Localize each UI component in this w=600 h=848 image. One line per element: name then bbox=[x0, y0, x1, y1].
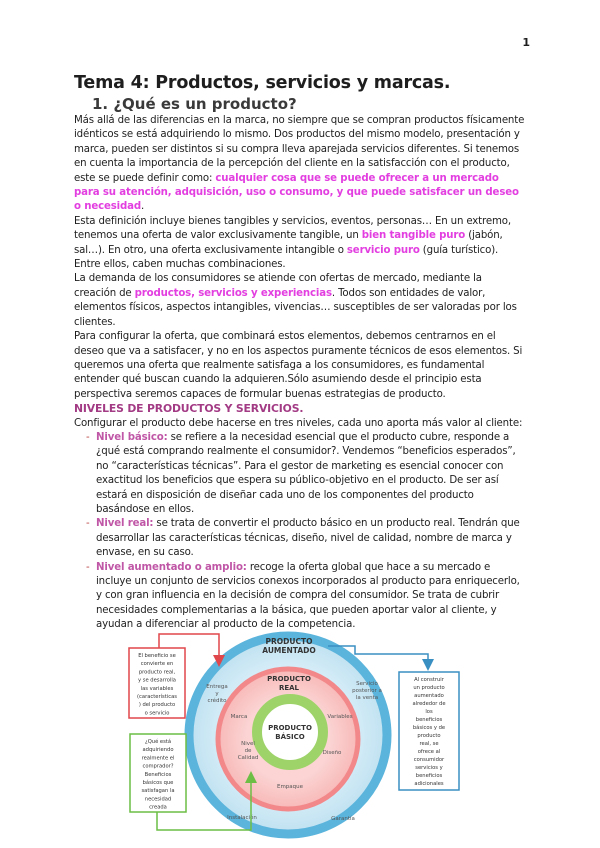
level-term: Nivel real: bbox=[96, 518, 154, 530]
middle-title-2: REAL bbox=[278, 684, 300, 692]
inner-title-1: PRODUCTO bbox=[268, 724, 312, 732]
label-instalacion: Instalación bbox=[227, 815, 257, 821]
label-nivel-de: de bbox=[244, 748, 252, 754]
box_right-line: básicos y de bbox=[412, 725, 446, 731]
highlight-servicio-puro: servicio puro bbox=[346, 244, 420, 256]
highlight-bien-tangible: bien tangible puro bbox=[361, 230, 466, 242]
label-variables: Variables bbox=[327, 714, 353, 720]
box_right-line: beneficios bbox=[415, 717, 443, 723]
inner-circle-basic bbox=[257, 699, 323, 765]
bullet-dash: - bbox=[86, 518, 90, 530]
box_left_bottom-line: adquiriendo bbox=[142, 747, 174, 754]
box-left-bottom-text bbox=[141, 738, 174, 811]
label-empaque: Empaque bbox=[276, 784, 304, 790]
outer-title-1: PRODUCTO bbox=[265, 637, 313, 646]
box_left_bottom-line: comprador? bbox=[142, 763, 174, 770]
label-venta: la venta bbox=[355, 695, 379, 701]
label-credito: crédito bbox=[207, 698, 227, 704]
box_left_bottom-line: satisfagan la bbox=[141, 788, 175, 795]
text-run: . bbox=[141, 201, 145, 213]
label-servicio: Servicio bbox=[356, 681, 378, 687]
box_left_top-line: producto real, bbox=[138, 669, 176, 676]
box_left_bottom-line: necesidad bbox=[144, 796, 172, 803]
box_left_top-line: convierte en bbox=[140, 661, 174, 668]
level-text: se trata de convertir el producto básico en un producto real. Tendrán que desarrollar las características técnicas, diseño, nivel de calidad, nombre de marca y envase, en su caso. bbox=[96, 518, 520, 559]
box_right-line: beneficios bbox=[415, 773, 443, 779]
outer-title-2: AUMENTADO bbox=[262, 646, 316, 655]
box_left_bottom-line: Beneficios bbox=[144, 771, 172, 778]
document-body bbox=[74, 114, 526, 633]
level-term: Nivel aumentado o amplio: bbox=[96, 561, 247, 573]
label-posterior: posterior a bbox=[352, 688, 382, 694]
bullet-dash: - bbox=[86, 431, 90, 443]
paragraph-definition bbox=[74, 114, 526, 215]
box_left_top-line: El beneficio se bbox=[138, 653, 176, 659]
paragraph-tangible bbox=[74, 215, 526, 273]
box_right-line: producto bbox=[417, 733, 441, 739]
label-nivel: Nivel bbox=[241, 741, 255, 747]
inner-title-2: BÁSICO bbox=[275, 733, 305, 741]
box_left_top-line: (características bbox=[137, 694, 177, 700]
section-heading: NIVELES DE PRODUCTOS Y SERVICIOS. bbox=[74, 402, 304, 416]
box_right-line: Al construir bbox=[414, 677, 444, 683]
box_left_bottom-line: creada bbox=[149, 804, 167, 811]
box_left_top-line: las variables bbox=[140, 685, 174, 692]
label-entrega-y: y bbox=[215, 691, 219, 697]
text-run: Más allá de las diferencias en la marca, no siempre que se compran productos físicamente idénticos se está adquiriendo lo mismo. Dos productos del mismo modelo, presentación y marca, pueden ser distintos si su compra lleva aparejada servicios diferentes. Si tenemos en cuenta la importancia de la percepción del cliente en la satisfacción con el producto, este se puede definir como: bbox=[74, 115, 525, 184]
box_right-line: consumidor bbox=[413, 757, 445, 763]
box_left_bottom-line: ¿Qué está bbox=[144, 739, 172, 745]
level-text: recoge la oferta global que hace a su mercado e incluye un conjunto de servicios conexos incorporados al producto para enriquecerlo, y con gran influencia en la decisión de compra del consumidor. Se trata de cubrir necesidades complementarias a la básica, que pueden aportar valor al cliente, y ayudan a diferenciar al producto de la competencia. bbox=[96, 561, 520, 631]
text-run: La demanda de los consumidores se atiende con ofertas de mercado, mediante la creación de bbox=[74, 273, 482, 299]
box_left_top-line: ) del producto bbox=[138, 702, 176, 709]
section-subtitle: 1. ¿Qué es un producto? bbox=[92, 95, 297, 113]
box_right-line: un producto bbox=[413, 685, 445, 691]
text-run: (jabón, sal…). En otro, una oferta exclusivamente intangible o bbox=[74, 230, 503, 256]
label-entrega: Entrega bbox=[206, 684, 228, 690]
box_right-line: ofrece al bbox=[417, 749, 441, 755]
level-item-basico bbox=[74, 431, 526, 517]
paragraph-oferta: Para configurar la oferta, que combinará estos elementos, debemos centrarnos en el deseo que va a satisfacer, y no en los aspectos puramente técnicos de esos elementos. Si queremos una oferta que realmente satisfaga a los consumidores, es fundamental entender qué buscan cuando la adquieren.Sólo asumiendo desde el principio esta perspectiva seremos capaces de formular buenas estrategias de producto. bbox=[74, 331, 523, 400]
label-calidad: Calidad bbox=[237, 755, 259, 761]
box_right-line: servicios y bbox=[415, 765, 443, 771]
level-text: se refiere a la necesidad esencial que el producto cubre, responde a ¿qué está comprando realmente el consumidor?. Vendemos “beneficios esperados”, no “características técnicas”. Para el gestor de marketing es esencial conocer con exactitud los beneficios que espera su público-objetivo en el producto. De ser así estará en disposición de diseñar cada uno de los componentes del producto basándose en ellos. bbox=[96, 431, 516, 515]
box_right-line: adicionales bbox=[414, 781, 444, 787]
text-run: (guía turístico). Entre ellos, caben muchas combinaciones. bbox=[74, 244, 499, 271]
product-levels-diagram bbox=[123, 624, 468, 840]
box_right-line: aumentado bbox=[414, 693, 444, 699]
paragraph-demanda bbox=[74, 272, 526, 330]
box_right-line: los bbox=[425, 709, 433, 715]
highlight-productos-servicios: productos, servicios y experiencias bbox=[134, 287, 332, 299]
label-diseno: Diseño bbox=[322, 750, 342, 756]
highlight-definition: cualquier cosa que se puede ofrecer a un mercado para su atención, adquisición, uso o consumo, y que puede satisfacer un deseo o necesidad bbox=[74, 172, 519, 213]
level-item-aumentado bbox=[74, 561, 526, 633]
middle-title-1: PRODUCTO bbox=[267, 675, 311, 683]
box_right-line: real, se bbox=[419, 741, 439, 747]
level-item-real bbox=[74, 517, 526, 560]
box_left_bottom-line: realmente el bbox=[141, 755, 175, 762]
box_right-line: alrededor de bbox=[412, 701, 446, 707]
text-run: . Todos son entidades de valor, elementos físicos, aspectos intangibles, vivencias… susceptibles de ser valoradas por los clientes. bbox=[74, 287, 517, 328]
label-marca: Marca bbox=[230, 714, 248, 720]
box_left_bottom-line: básicos que bbox=[142, 780, 174, 786]
diagram-svg bbox=[123, 624, 468, 840]
level-term: Nivel básico: bbox=[96, 431, 168, 443]
box_left_top-line: y se desarrolla bbox=[138, 677, 176, 684]
box_left_top-line: o servicio bbox=[144, 710, 170, 717]
label-garantia: Garantía bbox=[331, 816, 355, 822]
section-intro: Configurar el producto debe hacerse en tres niveles, cada uno aporta más valor al cliente: bbox=[74, 417, 523, 429]
bullet-dash: - bbox=[86, 561, 90, 573]
page-number: 1 bbox=[522, 36, 530, 49]
page-title: Tema 4: Productos, servicios y marcas. bbox=[74, 73, 451, 93]
text-run: Esta definición incluye bienes tangibles y servicios, eventos, personas… En un extremo, tenemos una oferta de valor exclusivamente tangible, un bbox=[74, 215, 511, 242]
